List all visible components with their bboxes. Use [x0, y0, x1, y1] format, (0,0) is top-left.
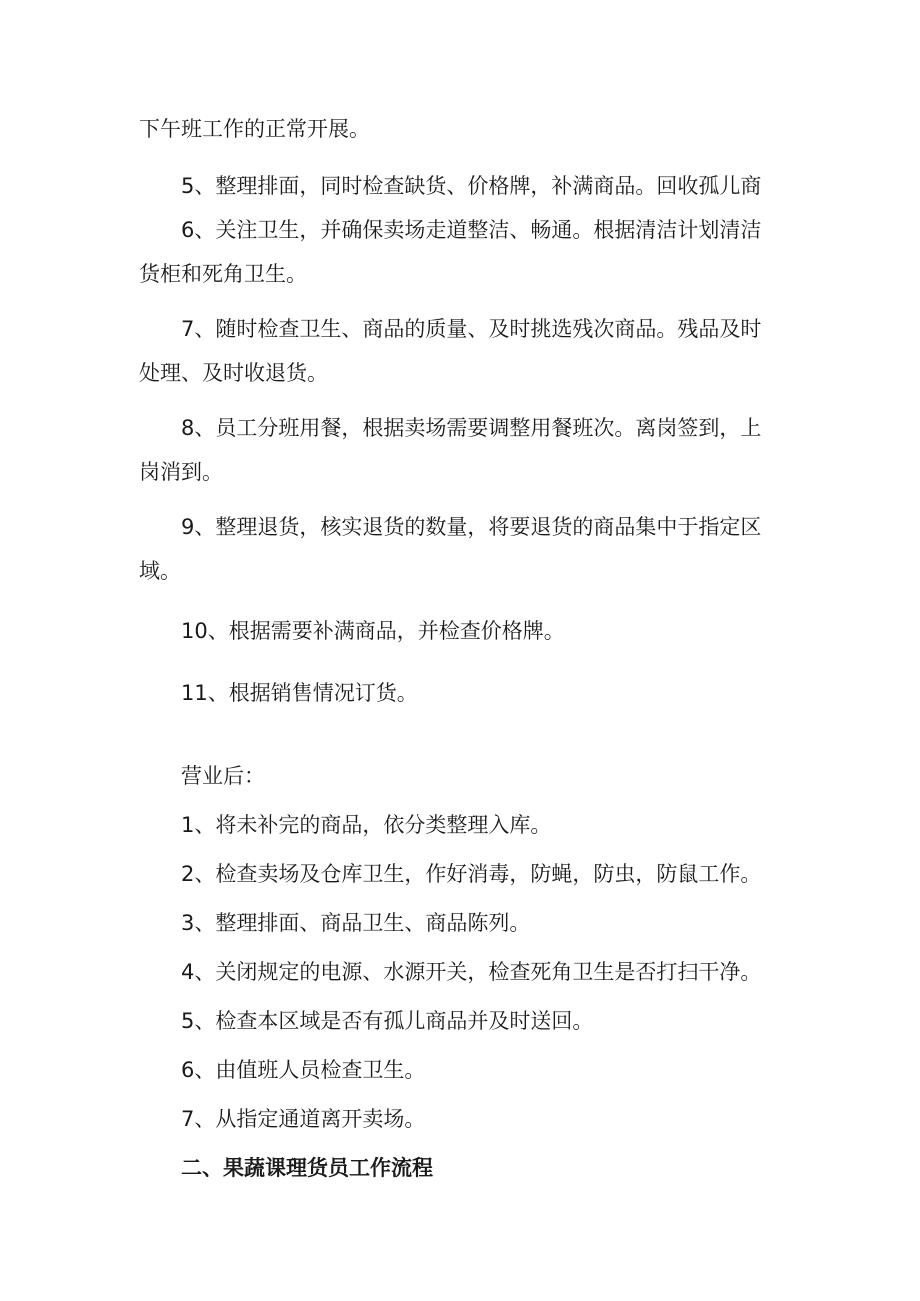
list-item-5: 5、整理排面，同时检查缺货、价格牌，补满商品。回收孤儿商 [181, 174, 762, 198]
list-item-8: 8、员工分班用餐，根据卖场需要调整用餐班次。离岗签到，上 [181, 416, 762, 440]
after-item-3: 3、整理排面、商品卫生、商品陈列。 [181, 911, 531, 935]
section-heading: 二、果蔬课理货员工作流程 [181, 1156, 433, 1180]
list-item-8-cont: 岗消到。 [139, 460, 223, 484]
paragraph-continuation: 下午班工作的正常开展。 [139, 117, 370, 141]
list-item-10: 10、根据需要补满商品，并检查价格牌。 [181, 619, 565, 643]
after-business-title: 营业后： [181, 764, 265, 788]
after-item-6: 6、由值班人员检查卫生。 [181, 1058, 426, 1082]
after-item-7: 7、从指定通道离开卖场。 [181, 1107, 426, 1131]
after-item-5: 5、检查本区域是否有孤儿商品并及时送回。 [181, 1009, 594, 1033]
after-item-1: 1、将未补完的商品，依分类整理入库。 [181, 813, 552, 837]
list-item-9-cont: 域。 [139, 559, 181, 583]
list-item-7-cont: 处理、及时收退货。 [139, 361, 328, 385]
list-item-11: 11、根据销售情况订货。 [181, 681, 418, 705]
list-item-6: 6、关注卫生，并确保卖场走道整洁、畅通。根据清洁计划清洁 [181, 218, 762, 242]
list-item-9: 9、整理退货，核实退货的数量，将要退货的商品集中于指定区 [181, 515, 762, 539]
after-item-4: 4、关闭规定的电源、水源开关，检查死角卫生是否打扫干净。 [181, 960, 762, 984]
after-item-2: 2、检查卖场及仓库卫生，作好消毒，防蝇，防虫，防鼠工作。 [181, 862, 762, 886]
list-item-7: 7、随时检查卫生、商品的质量、及时挑选残次商品。残品及时 [181, 317, 762, 341]
list-item-6-cont: 货柜和死角卫生。 [139, 262, 307, 286]
